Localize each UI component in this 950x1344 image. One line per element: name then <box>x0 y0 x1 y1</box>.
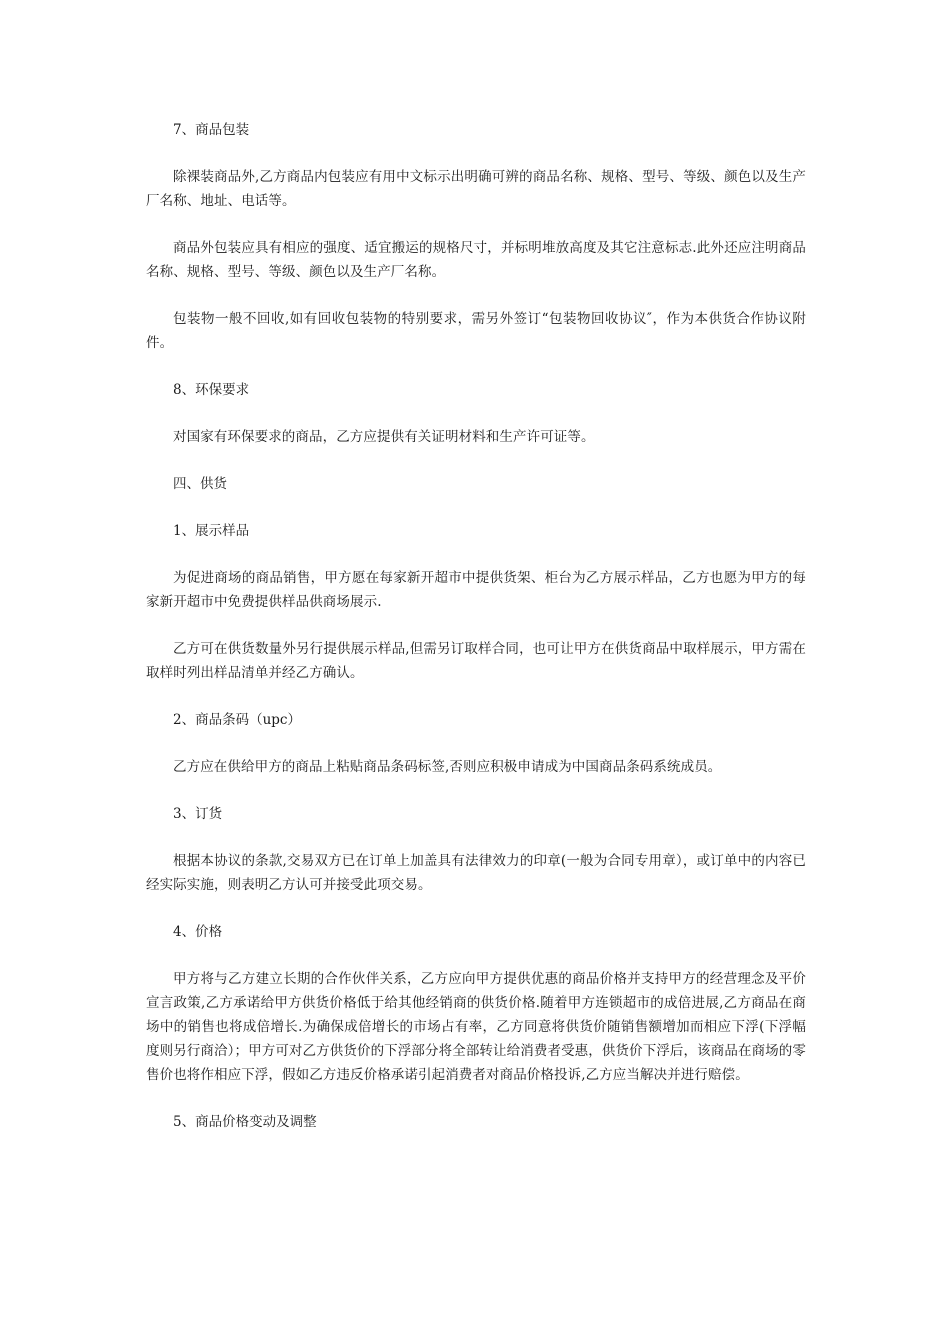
paragraph-inner-packaging: 除裸装商品外,乙方商品内包装应有用中文标示出明确可辨的商品名称、规格、型号、等级、颜色以及生产厂名称、地址、电话等。 <box>146 169 806 209</box>
paragraph-price: 甲方将与乙方建立长期的合作伙伴关系，乙方应向甲方提供优惠的商品价格并支持甲方的经营理念及平价宣言政策,乙方承诺给甲方供货价格低于给其他经销商的供货价格.随着甲方连锁超市的成倍进展,乙方商品在商场中的销售也将成倍增长.为确保成倍增长的市场占有率，乙方同意将供货价随销售额增加而相应下浮(下浮幅度则另行商洽）；甲方可对乙方供货价的下浮部分将全部转让给消费者受惠，供货价下浮后，该商品在商场的零售价也将作相应下浮，假如乙方违反价格承诺引起消费者对商品价格投诉,乙方应当解决并进行赔偿。 <box>146 971 806 1083</box>
document-page <box>146 118 806 1157</box>
section-heading-packaging: 7、商品包装 <box>173 122 250 138</box>
paragraph-samples-display: 为促进商场的商品销售，甲方愿在每家新开超市中提供货架、柜台为乙方展示样品，乙方也愿为甲方的每家新开超市中免费提供样品供商场展示. <box>146 570 806 610</box>
section-heading-price-adjustment: 5、商品价格变动及调整 <box>173 1114 317 1130</box>
chapter-heading-supply: 四、供货 <box>173 476 227 492</box>
section-heading-environment: 8、环保要求 <box>173 382 250 398</box>
paragraph-outer-packaging: 商品外包装应具有相应的强度、适宜搬运的规格尺寸，并标明堆放高度及其它注意标志.此外还应注明商品名称、规格、型号、等级、颜色以及生产厂名称。 <box>146 240 806 280</box>
section-heading-barcode: 2、商品条码（upc） <box>173 712 301 728</box>
paragraph-samples-contract: 乙方可在供货数量外另行提供展示样品,但需另订取样合同，也可让甲方在供货商品中取样展示，甲方需在取样时列出样品清单并经乙方确认。 <box>146 641 806 681</box>
section-heading-samples: 1、展示样品 <box>173 523 250 539</box>
paragraph-barcode: 乙方应在供给甲方的商品上粘贴商品条码标签,否则应积极申请成为中国商品条码系统成员。 <box>173 759 722 775</box>
paragraph-packaging-recycling: 包装物一般不回收,如有回收包装物的特别要求，需另外签订“包装物回收协议″，作为本供货合作协议附件。 <box>146 311 806 351</box>
section-heading-ordering: 3、订货 <box>173 806 223 822</box>
paragraph-ordering: 根据本协议的条款,交易双方已在订单上加盖具有法律效力的印章(一般为合同专用章），或订单中的内容已经实际实施，则表明乙方认可并接受此项交易。 <box>146 853 806 893</box>
paragraph-environment: 对国家有环保要求的商品，乙方应提供有关证明材料和生产许可证等。 <box>173 429 595 445</box>
section-heading-price: 4、价格 <box>173 924 223 940</box>
